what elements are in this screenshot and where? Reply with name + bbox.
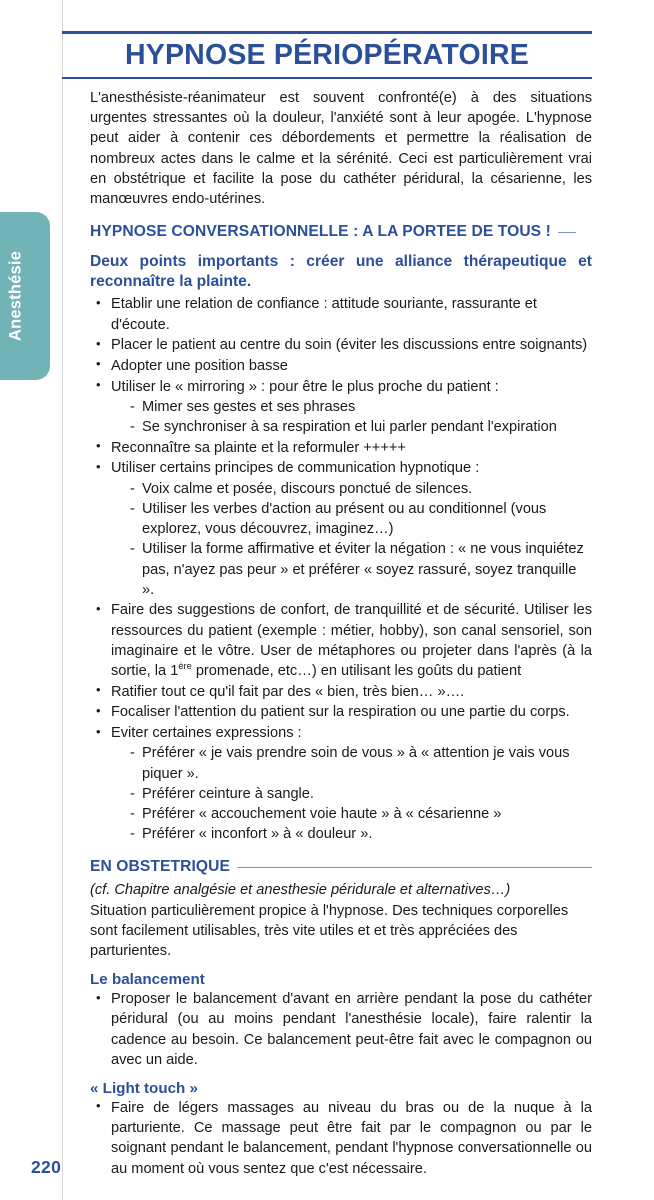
sub-list-item bbox=[122, 804, 592, 824]
sub-list-item-text: Préférer « inconfort » à « douleur ». bbox=[142, 826, 373, 843]
page-gutter-rule bbox=[62, 0, 63, 1200]
conversational-bullet-list bbox=[90, 294, 592, 844]
list-item bbox=[90, 600, 592, 681]
list-item bbox=[90, 1098, 592, 1179]
page-title: HYPNOSE PÉRIOPÉRATOIRE bbox=[124, 39, 529, 71]
list-item-text: Etablir une relation de confiance : attitude souriante, rassurante et d'écoute. bbox=[111, 296, 537, 333]
list-item bbox=[90, 294, 592, 334]
sub-list-item bbox=[122, 743, 592, 783]
cross-reference-note: (cf. Chapitre analgésie et anesthesie péridurale et alternatives…) bbox=[90, 882, 511, 899]
list-item-text: Focaliser l'attention du patient sur la respiration ou une partie du corps. bbox=[111, 704, 570, 721]
section-heading-text: EN OBSTETRIQUE bbox=[90, 858, 231, 876]
list-item-text: Ratifier tout ce qu'il fait par des « bien, très bien… »…. bbox=[111, 683, 465, 700]
sub-list-wrapper bbox=[111, 479, 592, 600]
list-item-text: Reconnaître sa plainte et la reformuler +++++ bbox=[111, 439, 406, 456]
obstetrique-paragraph: Situation particulièrement propice à l'hypnose. Des techniques corporelles sont facilement utilisables, très vite utiles et et très appréciées des parturientes. bbox=[90, 902, 569, 959]
balancement-bullet-list bbox=[90, 989, 592, 1070]
list-item-text: Faire de légers massages au niveau du bras ou de la nuque à la parturiente. Ce massage peut être fait par le compagnon ou par le soignant pendant le balancement, pendant l'hypnose conversationnelle ou au moment où vous sentez que c'est nécessaire. bbox=[111, 1099, 592, 1177]
sub-list-item-text: Voix calme et posée, discours ponctué de silences. bbox=[142, 480, 473, 497]
list-item-text-part1: Faire des suggestions de confort, de tranquillité et de sécurité. Utiliser les ressources du patient (exemple : métier, hobby), son canal sensoriel, son imaginaire et le vôtre. User de métaphores ou projeter dans l'après (à la sortie, la 1 bbox=[111, 602, 592, 680]
sub-list-item bbox=[122, 539, 592, 600]
list-item bbox=[90, 702, 592, 722]
subsection-heading-balancement: Le balancement bbox=[90, 971, 205, 989]
title-rule-bottom bbox=[62, 77, 592, 79]
list-item-text: Placer le patient au centre du soin (éviter les discussions entre soignants) bbox=[111, 337, 588, 354]
sub-list bbox=[122, 397, 592, 437]
content-column bbox=[90, 0, 592, 1179]
sub-list-item-text: Mimer ses gestes et ses phrases bbox=[142, 398, 356, 415]
list-item-text: Utiliser le « mirroring » : pour être le plus proche du patient : bbox=[111, 378, 499, 395]
list-item bbox=[90, 723, 592, 844]
sub-list-item-text: Utiliser les verbes d'action au présent ou au conditionnel (vous explorez, vous découvrez, imaginez…) bbox=[142, 500, 547, 538]
light-touch-bullet-list bbox=[90, 1098, 592, 1179]
sub-list-item-text: Préférer « accouchement voie haute » à « césarienne » bbox=[142, 805, 502, 822]
section-heading-rule bbox=[237, 867, 592, 869]
page-number: 220 bbox=[31, 1157, 62, 1177]
section-heading-conversationnelle bbox=[90, 223, 592, 241]
list-item-text: Eviter certaines expressions : bbox=[111, 725, 302, 742]
sub-list-item-text: Préférer ceinture à sangle. bbox=[142, 785, 314, 802]
intro-paragraph: L'anesthésiste-réanimateur est souvent confronté(e) à des situations urgentes stressantes où la douleur, l'anxiété sont à leur apogée. L'hypnose peut aider à contenir ces débordements et permettre la réalisation de nombreux actes dans le calme et la sérénité. Ceci est particulièrement vrai en obstétrique et facilite la pose du cathéter péridural, la césarienne, les manœuvres endo-utérines. bbox=[90, 89, 592, 207]
sub-list-item-text: Préférer « je vais prendre soin de vous » à « attention je vais vous piquer ». bbox=[142, 745, 570, 782]
list-item-text: Utiliser certains principes de communication hypnotique : bbox=[111, 460, 480, 477]
list-item bbox=[90, 438, 592, 458]
section-heading-text: HYPNOSE CONVERSATIONNELLE : A LA PORTEE DE TOUS ! bbox=[90, 223, 551, 241]
list-item bbox=[90, 335, 592, 355]
sub-list-wrapper bbox=[111, 397, 592, 437]
list-item bbox=[90, 377, 592, 438]
list-item bbox=[90, 458, 592, 599]
side-tab-anesthesie[interactable] bbox=[0, 212, 50, 380]
sub-list bbox=[122, 743, 592, 844]
sub-list-item bbox=[122, 397, 592, 417]
list-item-text: Proposer le balancement d'avant en arrière pendant la pose du cathéter péridural (ou au moins pendant l'anesthésie locale), faire ralentir la cadence au besoin. Ce balancement peut-être fait avec le compagnon ou avec un aide. bbox=[111, 991, 592, 1068]
subsection-heading-light-touch: « Light touch » bbox=[90, 1079, 198, 1097]
sub-list-item bbox=[122, 499, 592, 539]
sub-list-item bbox=[122, 784, 592, 804]
sub-list bbox=[122, 479, 592, 600]
list-item bbox=[90, 356, 592, 376]
sub-list-item bbox=[122, 417, 592, 437]
list-item-text: Adopter une position basse bbox=[111, 357, 288, 374]
ordinal-suffix: ère bbox=[178, 661, 192, 672]
list-item-text-part2: promenade, etc…) en utilisant les goûts du patient bbox=[191, 663, 522, 680]
sub-list-item-text: Utiliser la forme affirmative et éviter la négation : « ne vous inquiétez pas, n'ayez pas peur » et préférer « soyez rassuré, soyez tranquille ». bbox=[142, 541, 584, 598]
section-heading-rule bbox=[558, 232, 576, 234]
sub-list-item-text: Se synchroniser à sa respiration et lui parler pendant l'expiration bbox=[142, 419, 557, 436]
sub-list-item bbox=[122, 824, 592, 844]
section-heading-obstetrique bbox=[90, 858, 592, 876]
lead-statement: Deux points importants : créer une alliance thérapeutique et reconnaître la plainte. bbox=[90, 253, 592, 291]
list-item bbox=[90, 989, 592, 1070]
list-item bbox=[90, 682, 592, 702]
title-rule-top bbox=[62, 31, 592, 34]
sub-list-item bbox=[122, 479, 592, 499]
side-tab-label: Anesthésie bbox=[6, 250, 25, 342]
sub-list-wrapper bbox=[111, 743, 592, 844]
